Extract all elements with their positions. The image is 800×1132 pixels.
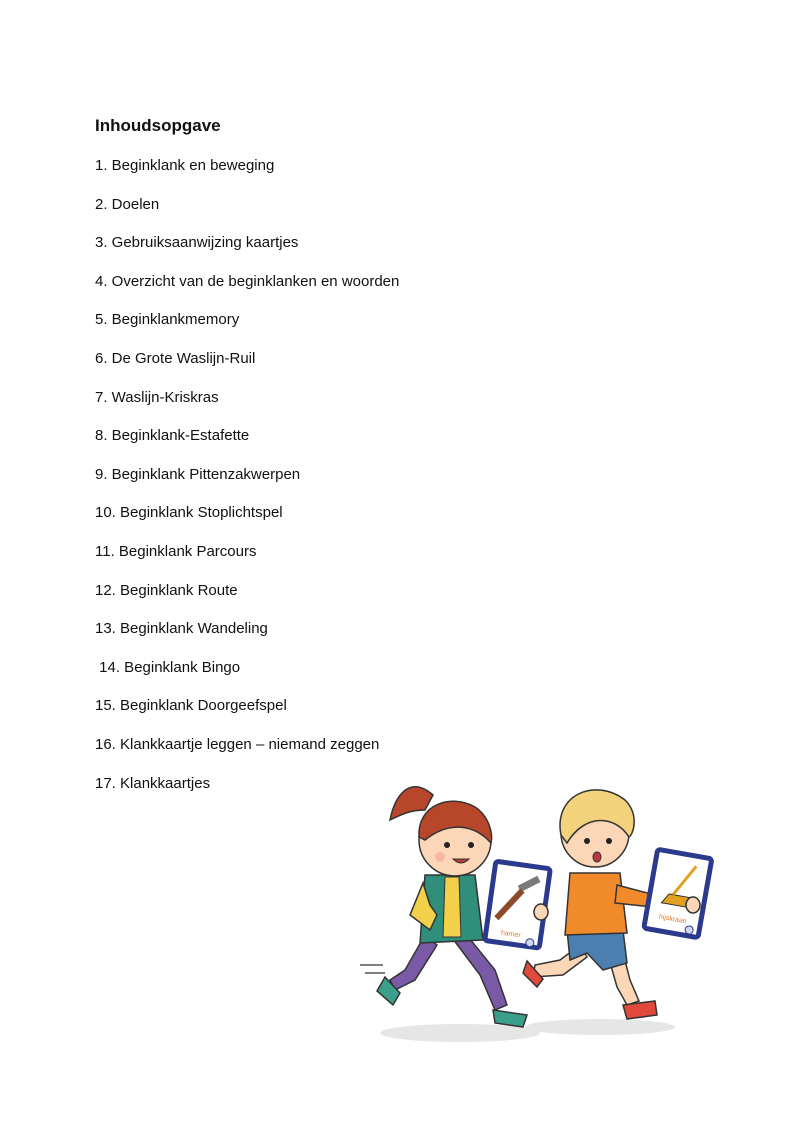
toc-item: 11. Beginklank Parcours: [95, 542, 257, 560]
toc-item: 8. Beginklank-Estafette: [95, 427, 250, 445]
toc-item: 15. Beginklank Doorgeefspel: [95, 697, 287, 715]
toc-item: 17. Klankkaartjes: [95, 774, 211, 792]
toc-item: 6. De Grote Waslijn-Ruil: [95, 349, 256, 367]
toc-item: 12. Beginklank Route: [95, 581, 238, 599]
card-word-hijskraan: hijskraan: [658, 913, 688, 926]
toc-title: Inhoudsopgave: [95, 116, 221, 135]
toc-item: 1. Beginklank en beweging: [95, 157, 275, 174]
card-word-hamer: hamer: [500, 929, 522, 940]
toc-item: 7. Waslijn-Kriskras: [95, 388, 219, 406]
toc-item: 13. Beginklank Wandeling: [95, 620, 268, 638]
toc-item: 4. Overzicht van de beginklanken en woorden: [95, 272, 400, 290]
toc-item: 3. Gebruiksaanwijzing kaartjes: [95, 234, 299, 252]
toc-item: 10. Beginklank Stoplichtspel: [95, 504, 283, 522]
shadow-boy: [525, 1019, 675, 1035]
toc-item: 2. Doelen: [95, 195, 160, 213]
toc-item: 14. Beginklank Bingo: [95, 658, 241, 676]
card-hijskraan: [644, 849, 712, 937]
toc-item: 5. Beginklankmemory: [95, 311, 240, 329]
toc-list: [95, 155, 399, 811]
running-children-illustration: [355, 765, 715, 1055]
toc-item: 16. Klankkaartje leggen – niemand zeggen: [95, 735, 380, 753]
speed-lines: [360, 965, 550, 973]
toc-item: 9. Beginklank Pittenzakwerpen: [95, 465, 301, 483]
